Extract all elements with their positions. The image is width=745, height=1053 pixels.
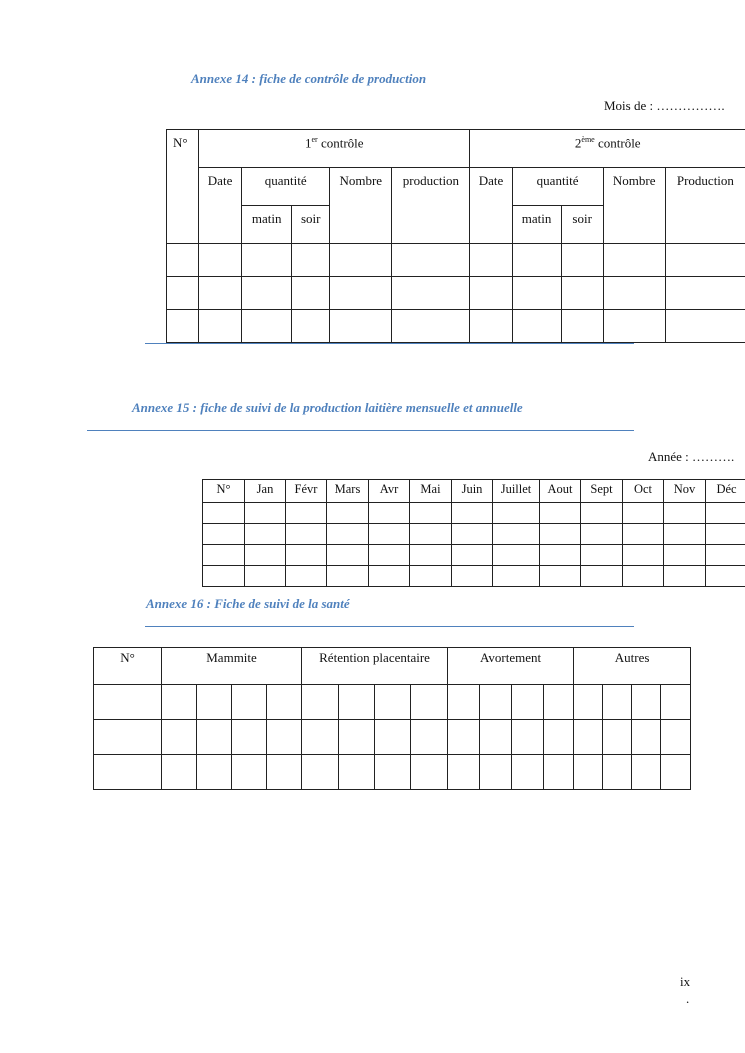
table-row: [203, 566, 745, 587]
ctrl1-quantity-header: quantité: [242, 168, 330, 206]
health-tracking-table: [93, 647, 691, 790]
divider-rule: [87, 430, 634, 431]
divider-rule: [145, 343, 634, 344]
col-header: Juillet: [493, 480, 540, 503]
table-row: [94, 755, 691, 790]
col-header: Mai: [410, 480, 452, 503]
col-header: Nov: [664, 480, 706, 503]
table-row: [203, 545, 745, 566]
ctrl1-evening-header: soir: [292, 206, 330, 244]
table-row: [94, 685, 691, 720]
page-dot: .: [686, 991, 690, 1006]
col-header: Jan: [245, 480, 286, 503]
col-header: Aout: [540, 480, 581, 503]
ctrl2-production-header: Production: [665, 168, 745, 244]
mastitis-header: Mammite: [162, 648, 302, 685]
col-no-header: N°: [167, 130, 199, 244]
col-header: Oct: [623, 480, 664, 503]
page-number: ix: [680, 974, 691, 989]
col-no-header: N°: [94, 648, 162, 685]
annexe16-heading: Annexe 16 : Fiche de suivi de la santé: [146, 596, 350, 611]
table-row: [94, 720, 691, 755]
ctrl2-evening-header: soir: [561, 206, 603, 244]
col-header: Sept: [581, 480, 623, 503]
others-header: Autres: [574, 648, 691, 685]
year-label: Année : ……….: [648, 449, 735, 464]
table-row: [167, 277, 745, 310]
monthly-milk-table: [202, 479, 745, 587]
production-control-table: [166, 129, 745, 343]
table-row: [203, 503, 745, 524]
month-label: Mois de : …………….: [604, 98, 725, 113]
ctrl2-date-header: Date: [470, 168, 512, 244]
col-header: N°: [203, 480, 245, 503]
table-row: [203, 524, 745, 545]
table-row: [167, 310, 745, 343]
placental-retention-header: Rétention placentaire: [302, 648, 448, 685]
annexe15-heading: Annexe 15 : fiche de suivi de la production laitière mensuelle et annuelle: [132, 400, 523, 415]
control-2-header: 2ème contrôle: [470, 130, 745, 168]
ctrl1-date-header: Date: [199, 168, 242, 244]
col-header: Avr: [369, 480, 410, 503]
col-header: Déc: [706, 480, 745, 503]
ctrl1-morning-header: matin: [242, 206, 292, 244]
col-header: Févr: [286, 480, 327, 503]
ctrl1-number-header: Nombre: [330, 168, 392, 244]
ctrl2-quantity-header: quantité: [512, 168, 603, 206]
col-header: Juin: [452, 480, 493, 503]
table-row: [167, 244, 745, 277]
col-header: Mars: [327, 480, 369, 503]
control-1-header: 1er contrôle: [199, 130, 470, 168]
ctrl2-morning-header: matin: [512, 206, 561, 244]
divider-rule: [145, 626, 634, 627]
ctrl2-number-header: Nombre: [603, 168, 665, 244]
annexe14-heading: Annexe 14 : fiche de contrôle de production: [191, 71, 427, 86]
abortion-header: Avortement: [448, 648, 574, 685]
ctrl1-production-header: production: [392, 168, 470, 244]
